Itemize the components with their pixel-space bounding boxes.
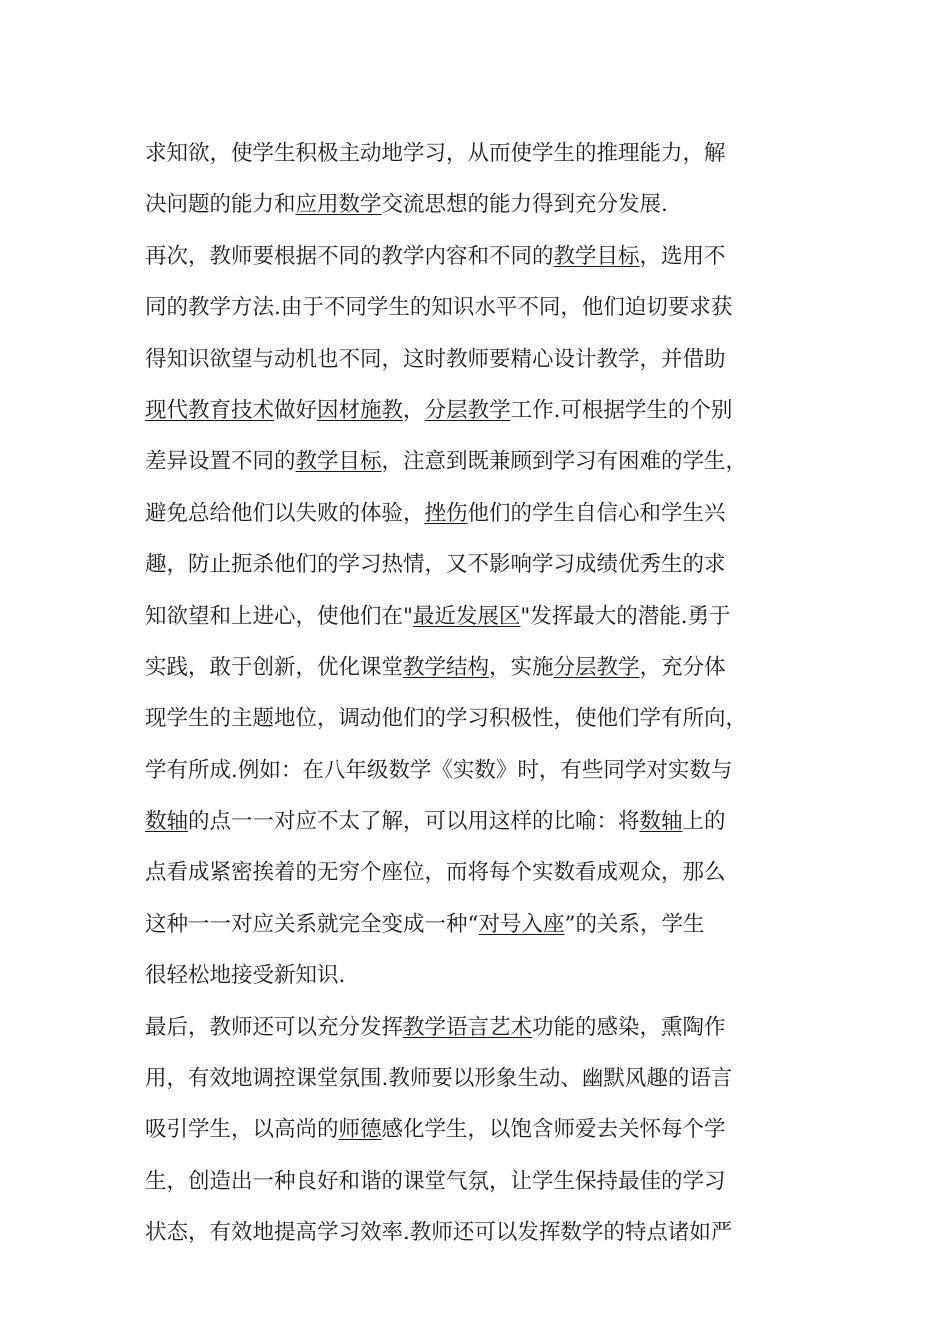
text-line [145,231,805,282]
text-segment: 再次，教师要根据不同的教学内容和不同的 [145,243,554,269]
text-segment: ，注意到既兼顾到学习有困难的学生， [381,449,748,475]
text-segment: ，实施 [489,654,554,680]
underlined-term: 最近发展区 [412,603,521,629]
text-segment: 吸引学生，以高尚的 [145,1117,339,1143]
underlined-term: 师德 [338,1117,382,1143]
underlined-term: 挫伤 [424,500,468,526]
text-line [145,539,805,590]
text-segment: 决问题的能力和 [145,192,296,218]
underlined-term: 因材施教 [317,397,404,423]
text-line [145,642,805,693]
text-segment: 他们的学生自信心和学生兴 [467,500,726,526]
text-segment: 得知识欲望与动机也不同，这时教师要精心设计教学，并借助 [145,346,726,372]
text-segment: 实践，敢于创新，优化课堂 [145,654,404,680]
text-segment: ”的关系，学生 [564,911,705,937]
text-segment: 差异设置不同的 [145,449,296,475]
text-line [145,1002,805,1053]
text-segment: 同的教学方法.由于不同学生的知识水平不同，他们迫切要求获 [145,295,733,321]
text-line [145,488,805,539]
text-segment: 功能的感染，熏陶作 [532,1014,726,1040]
text-line [145,334,805,385]
text-segment: 感化学生，以饱含师爱去关怀每个学 [381,1117,726,1143]
text-line [145,436,805,487]
text-segment: 避免总给他们以失败的体验， [145,500,425,526]
underlined-term: 对号入座 [478,911,565,937]
underlined-term: 数轴 [639,809,683,835]
text-segment: 工作.可根据学生的个别 [510,397,733,423]
text-segment: "发挥最大的潜能.勇于 [520,603,731,629]
text-line [145,796,805,847]
underlined-term: 教学目标 [295,449,382,475]
text-line [145,1104,805,1155]
text-segment: 的点一一对应不太了解，可以用这样的比喻：将 [188,809,640,835]
text-segment: 用，有效地调控课堂氛围.教师要以形象生动、幽默风趣的语言 [145,1066,733,1092]
text-line [145,1053,805,1104]
text-segment: ，充分体 [639,654,726,680]
text-line [145,128,805,179]
text-line [145,591,805,642]
underlined-term: 教学结构 [403,654,490,680]
text-segment: 知欲望和上进心，使他们在" [145,603,413,629]
text-line [145,899,805,950]
text-line [145,847,805,898]
text-segment: 上的 [682,809,726,835]
text-segment: ， [403,397,425,423]
text-segment: 做好 [274,397,318,423]
text-segment: 现学生的主题地位，调动他们的学习积极性，使他们学有所向， [145,706,748,732]
underlined-term: 分层教学 [424,397,511,423]
text-line [145,385,805,436]
body-text [145,128,805,1259]
underlined-term: 现代教育技术 [145,397,275,423]
underlined-term: 教学语言艺术 [403,1014,533,1040]
text-segment: 这种一一对应关系就完全变成一种“ [145,911,479,937]
underlined-term: 应用数学 [295,192,382,218]
text-segment: ，选用不 [639,243,726,269]
text-segment: 最后，教师还可以充分发挥 [145,1014,404,1040]
text-line [145,693,805,744]
text-segment: 很轻松地接受新知识. [145,963,346,989]
text-segment: 点看成紧密挨着的无穷个座位，而将每个实数看成观众，那么 [145,860,726,886]
text-line [145,179,805,230]
text-line [145,282,805,333]
text-line [145,950,805,1001]
text-segment: 趣，防止扼杀他们的学习热情，又不影响学习成绩优秀生的求 [145,552,726,578]
text-line [145,1207,805,1258]
text-segment: 求知欲，使学生积极主动地学习，从而使学生的推理能力，解 [145,141,726,166]
text-segment: 学有所成.例如：在八年级数学《实数》时，有些同学对实数与 [145,757,733,783]
text-line [145,745,805,796]
underlined-term: 分层教学 [553,654,640,680]
text-segment: 交流思想的能力得到充分发展. [381,192,668,218]
text-line [145,1156,805,1207]
text-segment: 状态，有效地提高学习效率.教师还可以发挥数学的特点诸如严 [145,1220,733,1246]
text-segment: 生，创造出一种良好和谐的课堂气氛，让学生保持最佳的学习 [145,1168,726,1194]
underlined-term: 教学目标 [553,243,640,269]
underlined-term: 数轴 [145,809,189,835]
